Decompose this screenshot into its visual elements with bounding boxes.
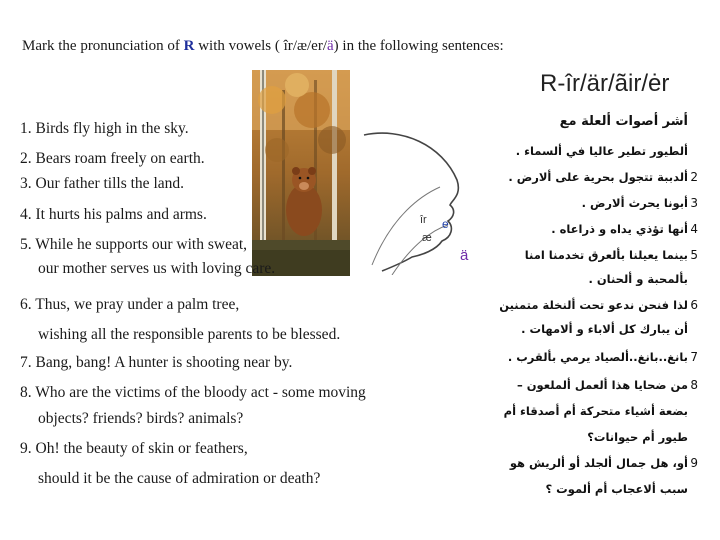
diagram-label-ae: æ bbox=[422, 232, 432, 244]
arabic-number-3: 3 bbox=[690, 196, 698, 210]
sentence-5: 5. While he supports our with sweat, bbox=[20, 236, 248, 253]
sentence-8-cont: objects? friends? birds? animals? bbox=[38, 410, 244, 427]
arabic-line-7: بانغ..بانغ..ألصياد يرمي بألقرب . bbox=[507, 350, 688, 364]
arabic-line-2: ألدببة تتجول بحرية على ألارض . bbox=[508, 170, 688, 184]
vowel-mouth-diagram bbox=[362, 125, 482, 275]
sentence-9-cont: should it be the cause of admiration or death? bbox=[38, 470, 321, 487]
slash-1: / bbox=[292, 38, 297, 54]
arabic-line-9-cont: سبب ألاعجاب أم ألموت ؟ bbox=[545, 482, 688, 496]
sentence-1: 1. Birds fly high in the sky. bbox=[20, 120, 189, 137]
sentence-2: 2. Bears roam freely on earth. bbox=[20, 150, 205, 167]
arabic-line-5-cont: بألمحبة و ألحنان . bbox=[588, 272, 688, 286]
diagram-label-a: ä bbox=[460, 247, 469, 264]
arabic-line-1: ألطيور تطير عاليا في ألسماء . bbox=[515, 144, 688, 158]
arabic-line-4: أنها تؤذي يداه و ذراعاه . bbox=[551, 222, 688, 236]
arabic-number-9: 9 bbox=[690, 456, 698, 470]
instruction-letter-r: R bbox=[183, 38, 195, 54]
sentence-8: 8. Who are the victims of the bloody act - some moving bbox=[20, 384, 366, 401]
instruction-text bbox=[22, 38, 702, 55]
bear-photo bbox=[252, 70, 350, 276]
arabic-number-2: 2 bbox=[690, 170, 698, 184]
sentence-7: 7. Bang, bang! A hunter is shooting near by. bbox=[20, 354, 293, 371]
vowel-a: ä bbox=[327, 38, 334, 54]
arabic-line-6: لذا فنحن ندعو تحت ألنخلة متمنين bbox=[499, 298, 688, 312]
pronunciation-header: R-îr/är/ãir/ėr bbox=[540, 70, 670, 97]
vowel-er: er bbox=[311, 38, 323, 54]
arabic-number-7: 7 bbox=[690, 350, 698, 364]
sentence-5-cont: our mother serves us with loving care. bbox=[38, 260, 276, 277]
arabic-line-8-cont2: طيور أم حيوانات؟ bbox=[587, 430, 688, 444]
arabic-line-6-cont: أن يبارك كل ألاباء و ألامهات . bbox=[521, 322, 688, 336]
arabic-title: أشر أصوات ألعلة مع bbox=[559, 114, 688, 129]
sentence-3: 3. Our father tills the land. bbox=[20, 175, 184, 192]
instruction-prefix: Mark the pronunciation of bbox=[22, 38, 184, 54]
slash-3: / bbox=[322, 38, 327, 54]
sentence-6-cont: wishing all the responsible parents to be blessed. bbox=[38, 326, 341, 343]
arabic-number-8: 8 bbox=[690, 378, 698, 392]
bear-forest-illustration bbox=[252, 70, 350, 276]
sentence-9: 9. Oh! the beauty of skin or feathers, bbox=[20, 440, 248, 457]
instruction-mid: with vowels ( bbox=[194, 38, 284, 54]
arabic-number-6: 6 bbox=[690, 298, 698, 312]
diagram-label-ir: îr bbox=[420, 214, 427, 226]
arabic-line-3: أبونا يحرث ألارض . bbox=[581, 196, 688, 210]
vowel-ir: îr bbox=[283, 38, 293, 54]
arabic-line-8: من ضحايا هذا ألعمل ألملعون – bbox=[516, 378, 688, 392]
diagram-label-e: e bbox=[442, 217, 449, 231]
vowel-ae: æ bbox=[296, 38, 307, 54]
arabic-number-4: 4 bbox=[690, 222, 698, 236]
arabic-line-5: بينما يعيلنا بألعرق تخدمنا امنا bbox=[524, 248, 688, 262]
arabic-line-9: أو، هل جمال ألجلد أو ألريش هو bbox=[509, 456, 688, 470]
instruction-suffix: ) in the following sentences: bbox=[333, 38, 504, 54]
slash-2: / bbox=[307, 38, 312, 54]
sentence-4: 4. It hurts his palms and arms. bbox=[20, 206, 207, 223]
mouth-profile-illustration bbox=[362, 125, 482, 275]
sentence-6: 6. Thus, we pray under a palm tree, bbox=[20, 296, 240, 313]
arabic-line-8-cont: بضعة أشياء متحركة أم أصدقاء أم bbox=[503, 404, 688, 418]
arabic-number-5: 5 bbox=[690, 248, 698, 262]
